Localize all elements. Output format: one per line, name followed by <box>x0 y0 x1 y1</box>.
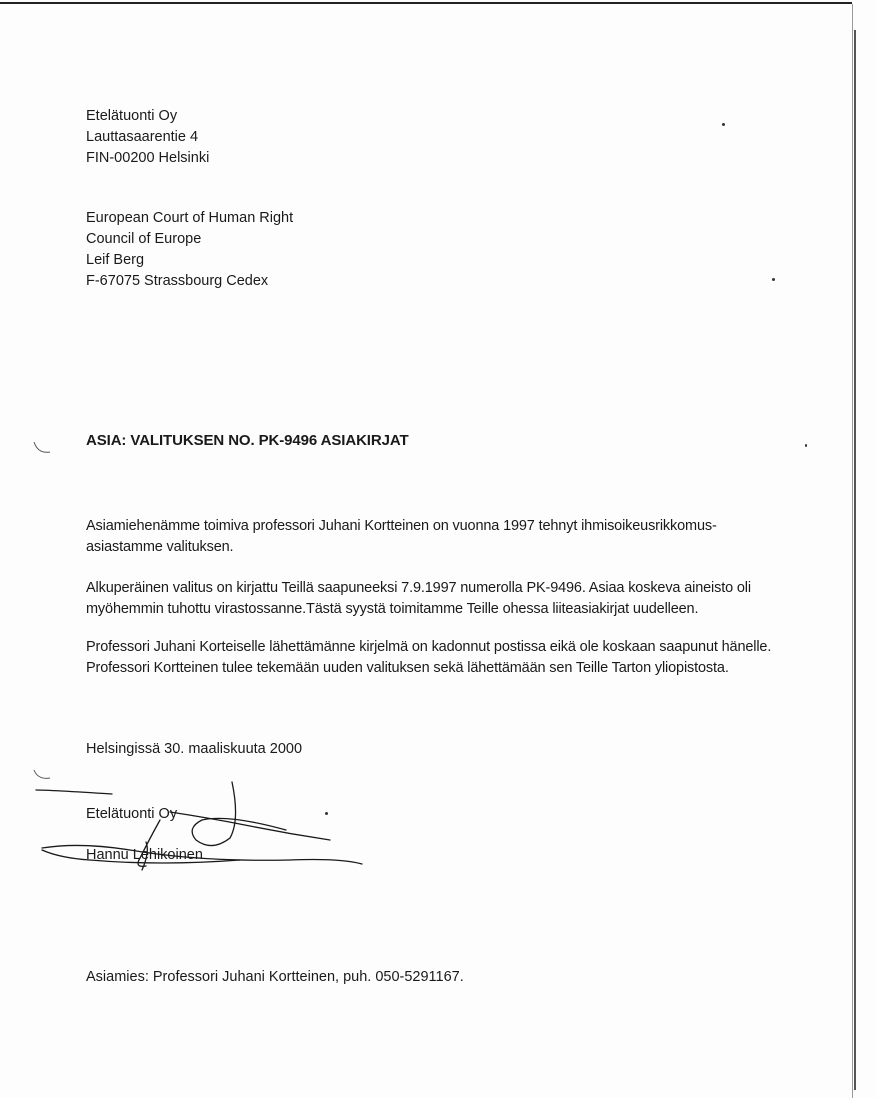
signature-company: Etelätuonti Oy <box>86 806 178 822</box>
sender-city: FIN-00200 Helsinki <box>86 150 210 166</box>
recipient-org: European Court of Human Right <box>86 210 294 226</box>
signature-name: Hannu Lehikoinen <box>86 847 203 863</box>
paragraph-line: Professori Juhani Korteiselle lähettämänne kirjelmä on kadonnut postissa eikä ole koskaan saapunut hänelle. <box>86 639 772 655</box>
speck <box>772 278 775 281</box>
recipient-council: Council of Europe <box>86 231 202 247</box>
place-date: Helsingissä 30. maaliskuuta 2000 <box>86 741 303 757</box>
paragraph-line: Professori Kortteinen tulee tekemään uuden valituksen sekä lähettämään sen Teille Tarton yliopistosta. <box>86 660 729 676</box>
sender-company: Etelätuonti Oy <box>86 108 178 124</box>
speck <box>805 444 807 447</box>
paragraph-line: asiastamme valituksen. <box>86 539 234 555</box>
recipient-city: F-67075 Strassbourg Cedex <box>86 273 269 289</box>
sender-street: Lauttasaarentie 4 <box>86 129 199 145</box>
subject-line: ASIA: VALITUKSEN NO. PK-9496 ASIAKIRJAT <box>86 432 409 449</box>
paragraph-line: Asiamiehenämme toimiva professori Juhani Kortteinen on vuonna 1997 tehnyt ihmisoikeusrikkomus- <box>86 518 717 534</box>
paragraph-line: Alkuperäinen valitus on kirjattu Teillä saapuneeksi 7.9.1997 numerolla PK-9496. Asiaa koskeva aineisto oli <box>86 580 751 596</box>
paragraph-line: myöhemmin tuhottu virastossanne.Tästä syystä toimitamme Teille ohessa liiteasiakirjat uudelleen. <box>86 601 699 617</box>
agent-line: Asiamies: Professori Juhani Kortteinen, puh. 050-5291167. <box>86 969 464 985</box>
speck <box>722 123 725 126</box>
recipient-person: Leif Berg <box>86 252 145 268</box>
speck <box>325 812 328 815</box>
